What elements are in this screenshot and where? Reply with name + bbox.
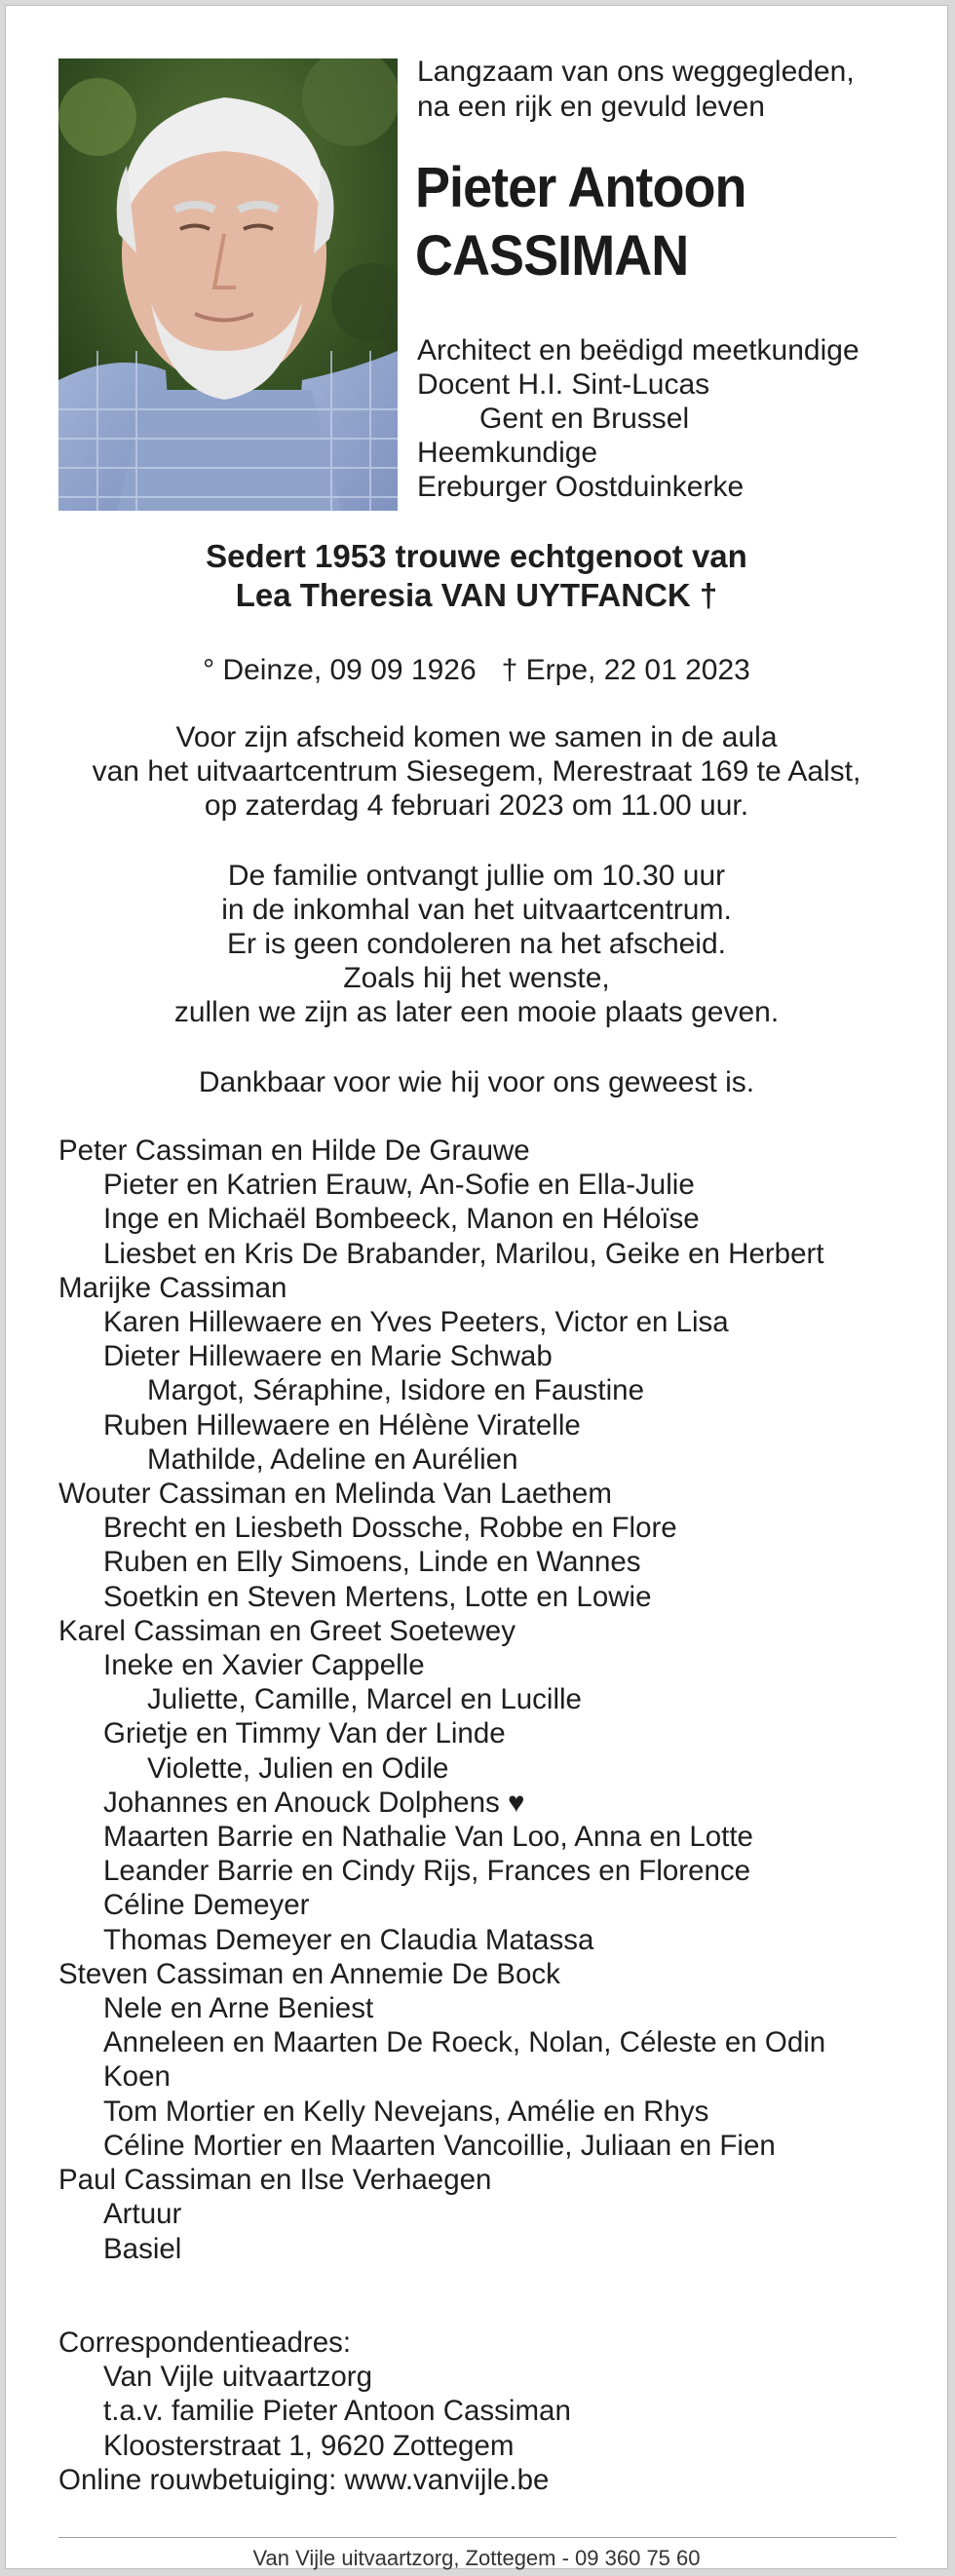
correspondence-line: t.a.v. familie Pieter Antoon Cassiman [103,2395,571,2428]
correspondence-line: Online rouwbetuiging: www.vanvijle.be [58,2463,550,2496]
family-line: Peter Cassiman en Hilde De Grauwe [58,1134,530,1167]
birth-date: ° Deinze, 09 09 1926 [203,654,477,686]
notes-line: Zoals hij het wenste, [343,962,610,994]
intro-line: na een rijk en gevuld leven [417,91,765,123]
family-line: Leander Barrie en Cindy Rijs, Frances en Florence [103,1855,751,1888]
family-line: Karen Hillewaere en Yves Peeters, Victor en Lisa [103,1306,729,1339]
family-line: Céline Demeyer [103,1889,310,1922]
family-line: Pieter en Katrien Erauw, An-Sofie en Ella-Julie [103,1169,695,1202]
family-line: Grietje en Timmy Van der Linde [103,1717,506,1750]
ceremony-text [6,720,947,823]
family-line: Soetkin en Steven Mertens, Lotte en Lowie [103,1580,652,1613]
family-line: Brecht en Liesbeth Dossche, Robbe en Flore [103,1512,677,1545]
footer-text: Van Vijle uitvaartzorg, Zottegem - 09 360 75 60 [252,2546,701,2570]
life-dates [6,653,947,688]
family-line: Inge en Michaël Bombeeck, Manon en Héloïse [103,1203,700,1236]
family-line: Mathilde, Adeline en Aurélien [147,1442,518,1476]
death-date: † Erpe, 22 01 2023 [501,654,750,686]
family-line: Dieter Hillewaere en Marie Schwab [103,1340,553,1373]
family-list [58,1134,825,2266]
family-line: Margot, Séraphine, Isidore en Faustine [147,1374,644,1407]
family-line: Basiel [103,2232,182,2265]
thanks-text: Dankbaar voor wie hij voor ons geweest is. [198,1066,755,1098]
notes-line: De familie ontvangt jullie om 10.30 uur [227,860,726,892]
correspondence-line: Kloosterstraat 1, 9620 Zottegem [103,2429,515,2462]
family-line: Céline Mortier en Maarten Vancoillie, Juliaan en Fien [103,2129,776,2162]
family-line: Marijke Cassiman [58,1271,287,1304]
title-line: Gent en Brussel [479,403,690,435]
title-line: Heemkundige [417,437,598,469]
title-line: Docent H.I. Sint-Lucas [417,368,710,401]
family-line: Koen [103,2060,171,2094]
spouse-line: Sedert 1953 trouwe echtgenoot van [206,538,747,574]
correspondence-line: Van Vijle uitvaartzorg [103,2361,373,2394]
title-line: Architect en beëdigd meetkundige [417,334,860,366]
correspondence-block [58,2326,571,2497]
intro-line: Langzaam van ons weggegleden, [417,56,855,88]
titles-list [417,333,860,504]
family-line: Karel Cassiman en Greet Soetewey [58,1614,516,1647]
notes-line: in de inkomhal van het uitvaartcentrum. [221,894,732,926]
family-line: Artuur [103,2198,182,2231]
family-line: Tom Mortier en Kelly Nevejans, Amélie en Rhys [103,2095,709,2128]
family-line: Paul Cassiman en Ilse Verhaegen [58,2164,492,2197]
footer-divider [58,2537,897,2538]
first-names: Pieter Antoon [415,156,746,219]
family-line: Ruben en Elly Simoens, Linde en Wannes [103,1546,641,1579]
notes-line: zullen we zijn as later een mooie plaats geven. [173,996,780,1028]
family-line: Wouter Cassiman en Melinda Van Laethem [58,1478,612,1511]
surname: CASSIMAN [415,224,689,288]
family-line: Steven Cassiman en Annemie De Bock [58,1957,560,1990]
family-line: Juliette, Camille, Marcel en Lucille [147,1683,582,1716]
notes-line: Er is geen condoleren na het afscheid. [226,928,726,960]
family-line: Ineke en Xavier Cappelle [103,1649,425,1682]
correspondence-line: Correspondentieadres: [58,2326,352,2359]
deceased-name [415,154,746,290]
family-line: Nele en Arne Beniest [103,1992,374,2025]
family-line: Anneleen en Maarten De Roeck, Nolan, Céleste en Odin [103,2026,826,2059]
spouse-line: Lea Theresia VAN UYTFANCK † [235,577,718,613]
family-line: Liesbet en Kris De Brabander, Marilou, Geike en Herbert [103,1237,824,1270]
family-line: Ruben Hillewaere en Hélène Viratelle [103,1408,581,1442]
title-line: Ereburger Oostduinkerke [417,471,745,503]
intro-text [417,55,855,125]
family-line: Maarten Barrie en Nathalie Van Loo, Anna en Lotte [103,1821,753,1854]
obituary-card [5,5,948,2569]
family-line: Violette, Julien en Odile [147,1751,449,1785]
ceremony-line: op zaterdag 4 februari 2023 om 11.00 uur. [204,789,749,822]
ceremony-line: Voor zijn afscheid komen we samen in de aula [175,721,778,753]
portrait-photo [58,58,398,511]
ceremony-line: van het uitvaartcentrum Siesegem, Merestraat 169 te Aalst, [92,755,861,788]
notes-text [6,859,947,1029]
family-line: Johannes en Anouck Dolphens ♥ [103,1786,525,1819]
family-line: Thomas Demeyer en Claudia Matassa [103,1923,594,1956]
spouse-text [6,537,947,615]
